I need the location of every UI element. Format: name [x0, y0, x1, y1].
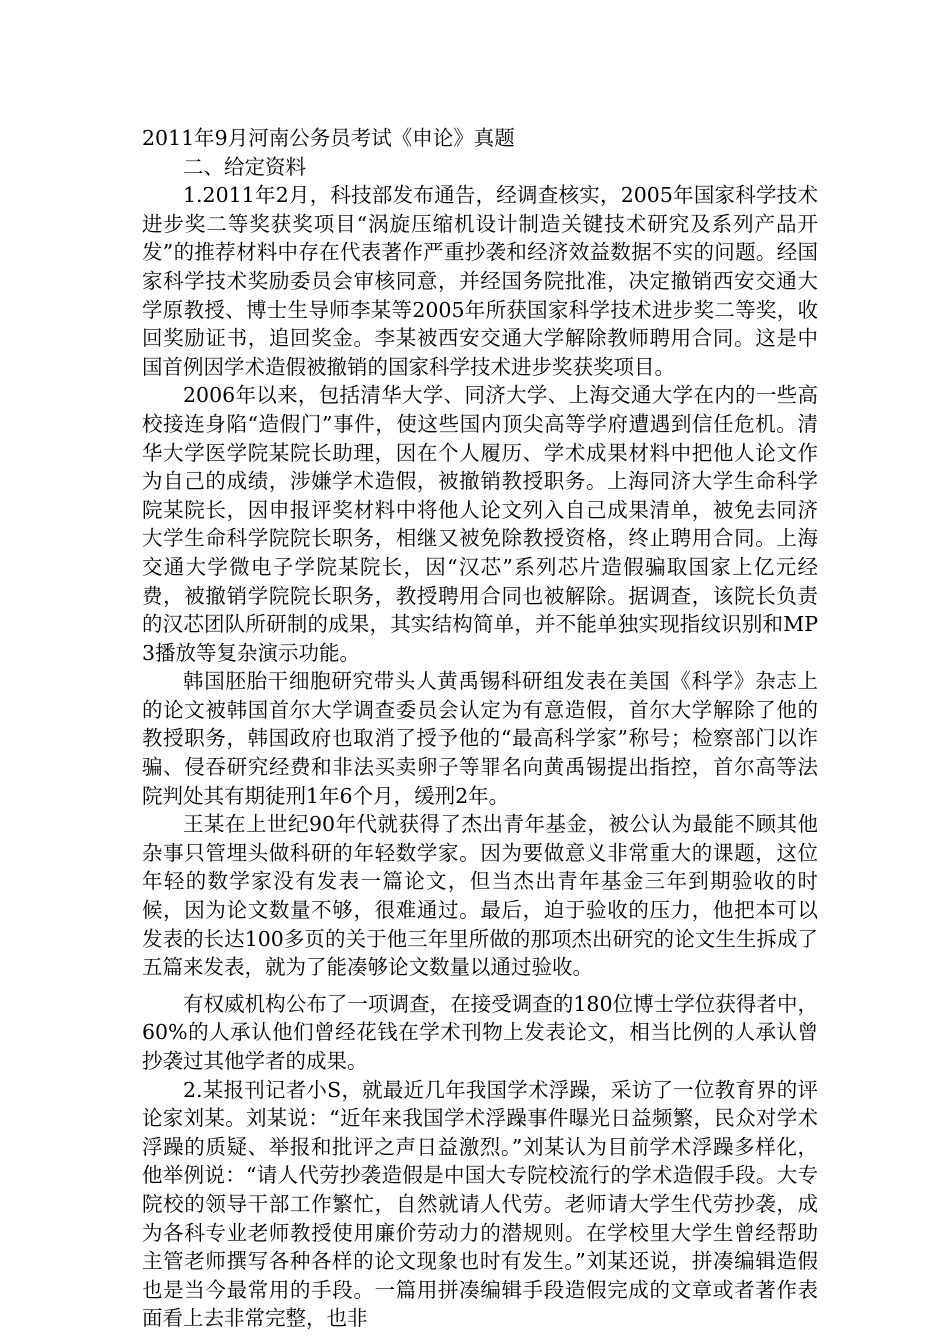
- paragraph: 2006年以来，包括清华大学、同济大学、上海交通大学在内的一些高校接连身陷“造假门”事件，使这些国内顶尖高等学府遭遇到信任危机。清华大学医学院某院长助理，因在个人履历、学术成果材料中把他人论文作为自己的成绩，涉嫌学术造假，被撤销教授职务。上海同济大学生命科学院某院长，因申报评奖材料中将他人论文列入自己成果清单，被免去同济大学生命科学院院长职务，相继又被免除教授资格，终止聘用合同。上海交通大学微电子学院某院长，因“汉芯”系列芯片造假骗取国家上亿元经费，被撤销学院院长职务，教授聘用合同也被解除。据调查，该院长负责的汉芯团队所研制的成果，其实结构简单，并不能单独实现指纹识别和MP3播放等复杂演示功能。: [142, 383, 818, 665]
- paragraph: 有权威机构公布了一项调查，在接受调查的180位博士学位获得者中，60%的人承认他们曾经花钱在学术刊物上发表论文，相当比例的人承认曾抄袭过其他学者的成果。: [142, 991, 818, 1073]
- paragraph: 1.2011年2月，科技部发布通告，经调查核实，2005年国家科学技术进步奖二等奖获奖项目“涡旋压缩机设计制造关键技术研究及系列产品开发”的推荐材料中存在代表著作严重抄袭和经济效益数据不实的问题。经国家科学技术奖励委员会审核同意，并经国务院批准，决定撤销西安交通大学原教授、博士生导师李某等2005年所获国家科学技术进步奖二等奖，收回奖励证书，追回奖金。李某被西安交通大学解除教师聘用合同。这是中国首例因学术造假被撤销的国家科学技术进步奖获奖项目。: [142, 183, 818, 379]
- paragraph: 韩国胚胎干细胞研究带头人黄禹锡科研组发表在美国《科学》杂志上的论文被韩国首尔大学调查委员会认定为有意造假，首尔大学解除了他的教授职务，韩国政府也取消了授予他的“最高科学家”称号；检察部门以诈骗、侵吞研究经费和非法买卖卵子等罪名向黄禹锡提出指控，首尔高等法院判处其有期徒刑1年6个月，缓刑2年。: [142, 669, 818, 808]
- paragraph: 2.某报刊记者小S，就最近几年我国学术浮躁，采访了一位教育界的评论家刘某。刘某说：“近年来我国学术浮躁事件曝光日益频繁，民众对学术浮躁的质疑、举报和批评之声日益激烈。”刘某认为目前学术浮躁多样化，他举例说：“请人代劳抄袭造假是中国大专院校流行的学术造假手段。大专院校的领导干部工作繁忙，自然就请人代劳。老师请大学生代劳抄袭，成为各科专业老师教授使用廉价劳动力的潜规则。在学校里大学生曾经帮助主管老师撰写各种各样的论文现象也时有发生。”刘某还说，拼凑编辑造假也是当今最常用的手段。一篇用拼凑编辑手段造假完成的文章或者著作表面看上去非常完整，也非: [142, 1077, 818, 1331]
- document-title: 2011年9月河南公务员考试《申论》真题: [142, 126, 515, 150]
- document-page: [142, 124, 818, 1333]
- paragraph: 王某在上世纪90年代就获得了杰出青年基金，被公认为最能不顾其他杂事只管埋头做科研的年轻数学家。因为要做意义非常重大的课题，这位年轻的数学家没有发表一篇论文，但当杰出青年基金三年到期验收的时候，因为论文数量不够，很难通过。最后，迫于验收的压力，他把本可以发表的长达100多页的关于他三年里所做的那项杰出研究的论文生生拆成了五篇来发表，就为了能凑够论文数量以通过验收。: [142, 812, 818, 980]
- section-heading: 二、给定资料: [183, 154, 306, 179]
